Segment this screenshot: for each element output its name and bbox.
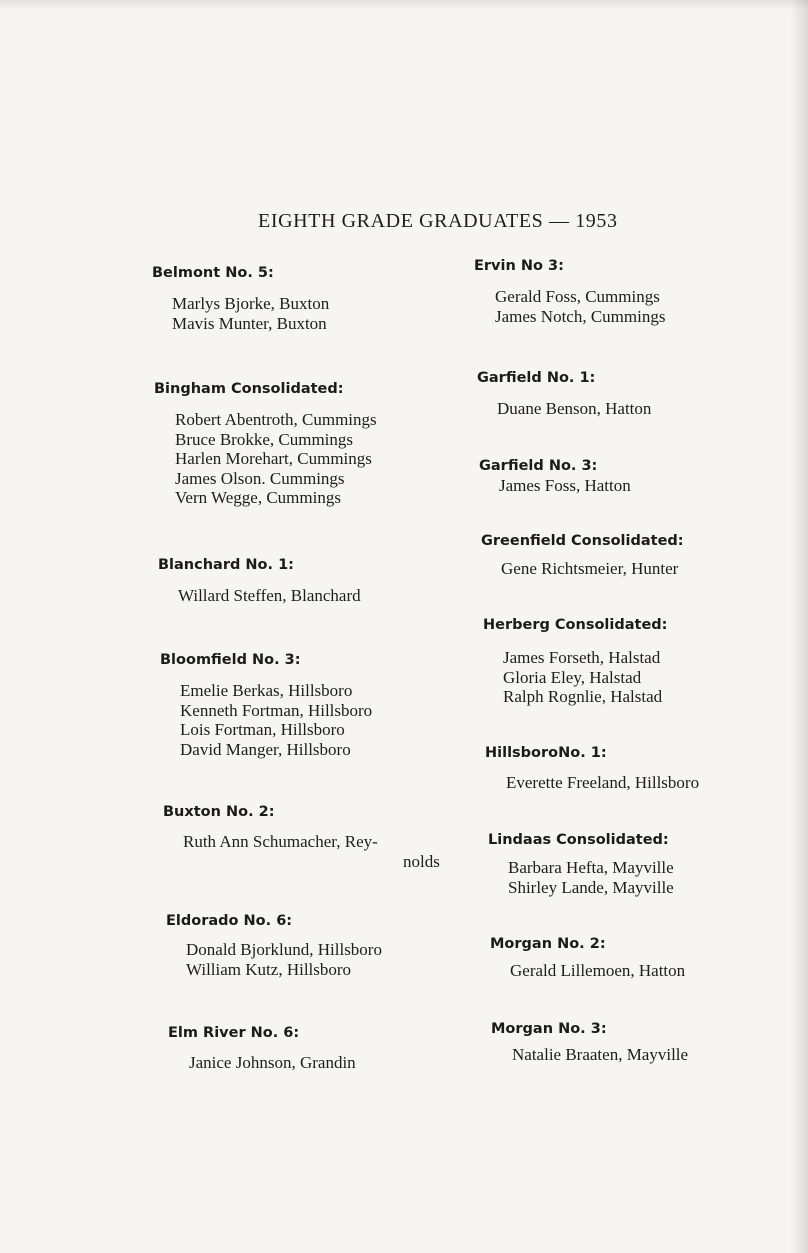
student-name: James Notch, Cummings xyxy=(495,306,666,326)
student-name: Kenneth Fortman, Hillsboro xyxy=(180,700,373,720)
student-name: David Manger, Hillsboro xyxy=(180,739,351,759)
student-name: Harlen Morehart, Cummings xyxy=(175,449,372,468)
student-list-buxton xyxy=(183,832,440,871)
student-name: Duane Benson, Hatton xyxy=(497,399,652,418)
student-name: Willard Steffen, Blanchard xyxy=(178,586,361,605)
student-list-herberg xyxy=(503,648,662,707)
school-lindaas-consolidated: Lindaas Consolidated: xyxy=(488,832,669,848)
student-name-continued: nolds xyxy=(403,851,440,871)
student-name: Gerald Foss, Cummings xyxy=(495,287,660,306)
student-list-eldorado xyxy=(186,940,382,979)
school-elm-river-no-6: Elm River No. 6: xyxy=(168,1025,300,1041)
school-bingham-consolidated: Bingham Consolidated: xyxy=(154,381,344,397)
school-morgan-no-2: Morgan No. 2: xyxy=(490,936,606,952)
student-name: Emelie Berkas, Hillsboro xyxy=(180,681,353,700)
student-list-morgan-3 xyxy=(512,1045,688,1065)
student-name: Ruth Ann Schumacher, Rey- xyxy=(183,832,378,851)
student-list-greenfield xyxy=(501,559,678,579)
school-blanchard-no-1: Blanchard No. 1: xyxy=(158,557,294,573)
student-name: Barbara Hefta, Mayville xyxy=(508,858,674,877)
student-list-garfield-3 xyxy=(499,476,631,496)
student-list-bloomfield xyxy=(180,681,372,759)
student-name: James Olson. Cummings xyxy=(175,468,345,488)
student-list-blanchard xyxy=(178,586,361,606)
school-hillsboro-no-1: HillsboroNo. 1: xyxy=(485,745,607,761)
student-list-elm-river xyxy=(189,1053,356,1073)
school-garfield-no-3: Garfield No. 3: xyxy=(479,458,598,474)
student-name: James Forseth, Halstad xyxy=(503,648,661,667)
page-top-shadow xyxy=(0,0,808,10)
student-list-hillsboro xyxy=(506,773,699,793)
school-morgan-no-3: Morgan No. 3: xyxy=(491,1021,607,1037)
student-name: Janice Johnson, Grandin xyxy=(189,1053,356,1072)
school-eldorado-no-6: Eldorado No. 6: xyxy=(166,913,293,929)
student-name: Gerald Lillemoen, Hatton xyxy=(510,961,686,980)
student-list-garfield-1 xyxy=(497,399,651,419)
student-name: Everette Freeland, Hillsboro xyxy=(506,773,700,792)
school-greenfield-consolidated: Greenfield Consolidated: xyxy=(481,533,684,549)
student-name: William Kutz, Hillsboro xyxy=(186,959,352,979)
student-name: Bruce Brokke, Cummings xyxy=(175,429,354,449)
student-name: Natalie Braaten, Mayville xyxy=(512,1045,689,1064)
student-list-ervin xyxy=(495,287,665,326)
student-name: Gloria Eley, Halstad xyxy=(503,667,642,687)
student-name: Robert Abentroth, Cummings xyxy=(175,410,377,429)
school-belmont-no-5: Belmont No. 5: xyxy=(152,265,274,281)
page-right-shadow xyxy=(790,0,808,1253)
student-name: Marlys Bjorke, Buxton xyxy=(172,294,330,313)
student-list-bingham xyxy=(175,410,377,508)
student-name: Mavis Munter, Buxton xyxy=(172,313,327,333)
school-ervin-no-3: Ervin No 3: xyxy=(474,258,564,274)
student-list-lindaas xyxy=(508,858,674,897)
school-buxton-no-2: Buxton No. 2: xyxy=(163,804,275,820)
student-name: Ralph Rognlie, Halstad xyxy=(503,687,663,706)
student-list-morgan-2 xyxy=(510,961,685,981)
student-name: Donald Bjorklund, Hillsboro xyxy=(186,940,382,959)
student-name: Vern Wegge, Cummings xyxy=(175,488,341,507)
student-list-belmont xyxy=(172,294,329,333)
page-title: EIGHTH GRADE GRADUATES — 1953 xyxy=(258,210,618,232)
school-garfield-no-1: Garfield No. 1: xyxy=(477,370,596,386)
student-name: Lois Fortman, Hillsboro xyxy=(180,720,345,739)
school-herberg-consolidated: Herberg Consolidated: xyxy=(483,617,668,633)
student-name: Shirley Lande, Mayville xyxy=(508,877,674,897)
school-bloomfield-no-3: Bloomfield No. 3: xyxy=(160,652,301,668)
student-name: James Foss, Hatton xyxy=(499,476,631,495)
student-name: Gene Richtsmeier, Hunter xyxy=(501,559,679,578)
